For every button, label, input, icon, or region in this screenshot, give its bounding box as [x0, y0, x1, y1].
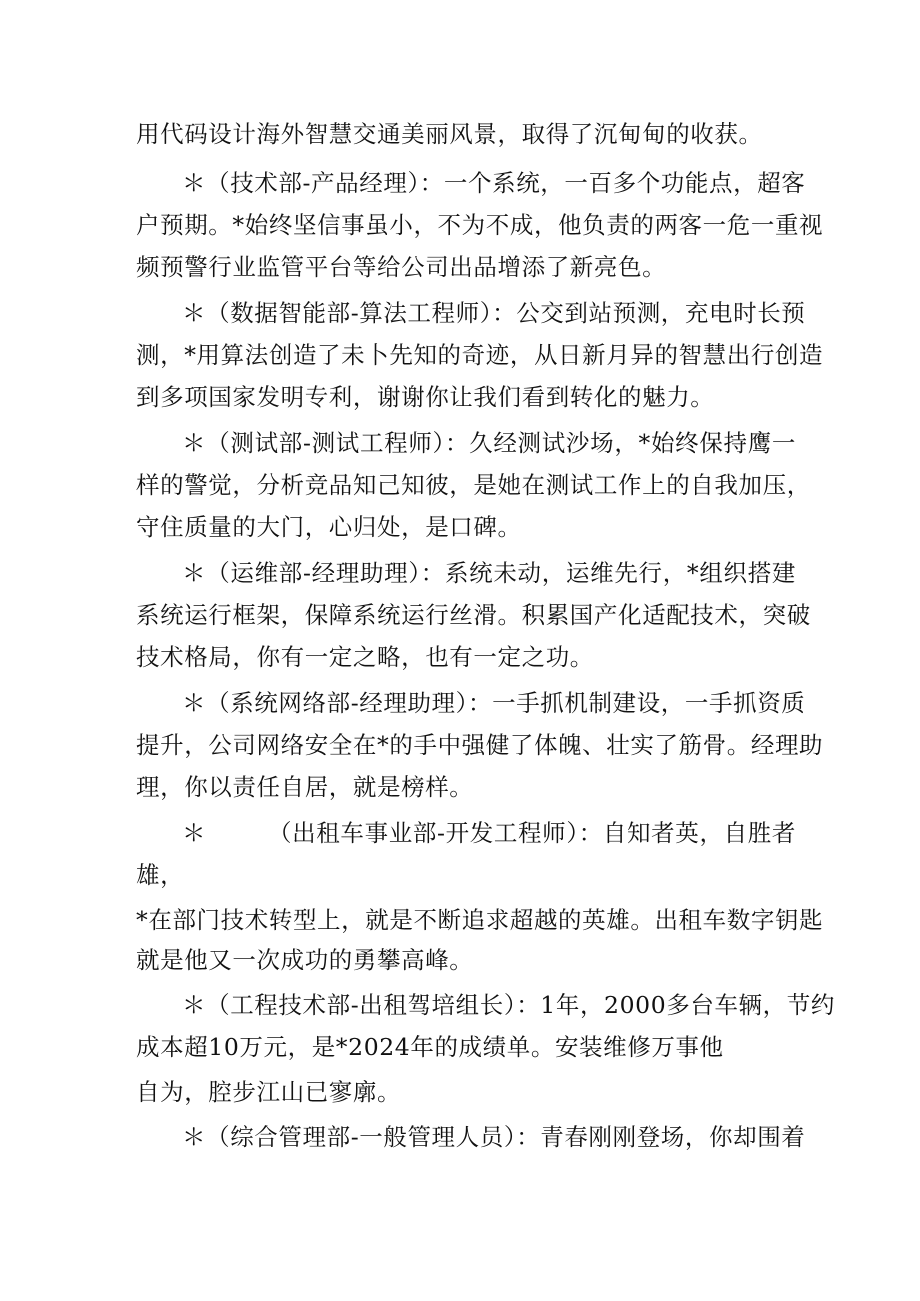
paragraph-line: 理，你以责任自居，就是榜样。 — [136, 773, 474, 801]
paragraph-line: ＊（数据智能部-算法工程师）：公交到站预测，充电时长预 — [182, 299, 806, 327]
paragraph-line: ＊（工程技术部-出租驾培组长）：1年，2000多台车辆，节约 — [182, 991, 835, 1019]
paragraph-line: （出租车事业部-开发工程师）：自知者英，自胜者 — [268, 819, 796, 847]
paragraph-line: 频预警行业监管平台等给公司出品增添了新亮色。 — [136, 253, 667, 281]
paragraph-line: 雄， — [136, 861, 185, 889]
paragraph-line: ＊（综合管理部-一般管理人员）：青春刚刚登场，你却围着 — [182, 1123, 806, 1151]
paragraph-line: *在部门技术转型上，就是不断追求超越的英雄。出租车数字钥匙 — [136, 906, 824, 934]
paragraph-line: 自为，腔步江山已寥廓。 — [136, 1078, 402, 1106]
paragraph-line: ＊（系统网络部-经理助理）：一手抓机制建设，一手抓资质 — [182, 689, 806, 717]
paragraph-line: 到多项国家发明专利，谢谢你让我们看到转化的魅力。 — [136, 383, 715, 411]
paragraph-line: 提升，公司网络安全在*的手中强健了体魄、壮实了筋骨。经理助 — [136, 731, 824, 759]
paragraph-line: ＊（运维部-经理助理）：系统未动，运维先行，*组织搭建 — [182, 559, 796, 587]
paragraph-line: 技术格局，你有一定之略，也有一定之功。 — [136, 643, 594, 671]
paragraph-line: 户预期。*始终坚信事虽小，不为不成，他负责的两客一危一重视 — [136, 211, 824, 239]
paragraph-line: 样的警觉，分析竞品知己知彼，是她在测试工作上的自我加压， — [136, 471, 811, 499]
paragraph-line: 测，*用算法创造了未卜先知的奇迹，从日新月异的智慧出行创造 — [136, 341, 824, 369]
paragraph-line: ＊（测试部-测试工程师）：久经测试沙场，*始终保持鹰一 — [182, 429, 796, 457]
paragraph-line: 用代码设计海外智慧交通美丽风景，取得了沉甸甸的收获。 — [136, 120, 763, 148]
paragraph-line: 成本超10万元，是*2024年的成绩单。安装维修万事他 — [136, 1033, 724, 1061]
paragraph-line: 就是他又一次成功的勇攀高峰。 — [136, 946, 474, 974]
paragraph-line: ＊（技术部-产品经理）：一个系统，一百多个功能点，超客 — [182, 169, 806, 197]
paragraph-line: 系统运行框架，保障系统运行丝滑。积累国产化适配技术，突破 — [136, 601, 811, 629]
paragraph-line: 守住质量的大门，心归处，是口碑。 — [136, 513, 522, 541]
paragraph-marker: ＊ — [182, 819, 207, 847]
